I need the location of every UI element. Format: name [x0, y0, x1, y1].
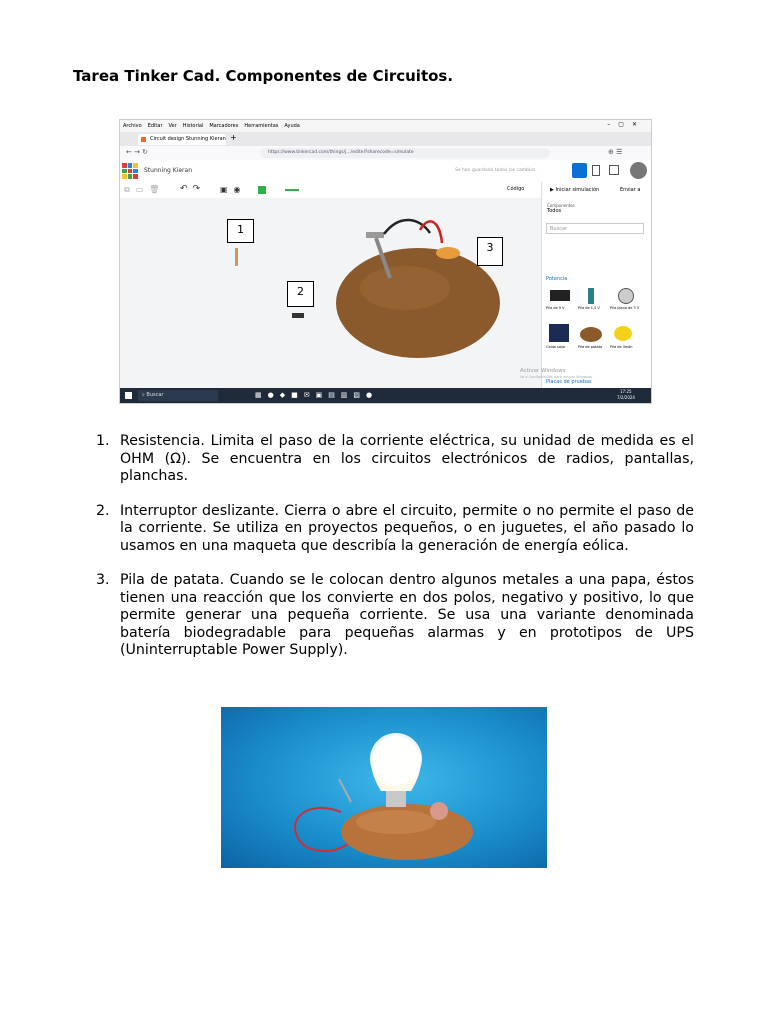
potato-icon — [580, 327, 602, 342]
new-tab-icon[interactable]: + — [230, 133, 237, 142]
schematic-view-icon[interactable] — [592, 165, 600, 176]
components-label: Componentes — [547, 203, 575, 208]
window-controls-icon[interactable]: –▢✕ — [607, 121, 645, 128]
avatar[interactable] — [630, 162, 647, 179]
menu-marcadores[interactable]: Marcadores — [209, 123, 239, 129]
breadboard-section-heading: Placas de pruebas — [546, 379, 592, 385]
battery-aa-icon — [588, 288, 594, 304]
note-icons[interactable]: ▣◉ — [220, 185, 247, 194]
component-label: Pila de patata — [578, 345, 603, 349]
callout-label-1: 1 — [227, 219, 254, 243]
potato-bulb-illustration — [221, 707, 547, 868]
tinkercad-favicon-icon — [141, 137, 146, 142]
list-number: 2. — [96, 502, 110, 519]
nav-arrows-icon[interactable]: ← → ↻ — [126, 148, 149, 156]
tab-title: Circuit design Stunning Kieran — [150, 136, 226, 142]
callout-label-3: 3 — [477, 237, 503, 266]
menu-ver[interactable]: Ver — [168, 123, 177, 129]
power-section-heading: Potencia — [546, 276, 568, 282]
component-label: Celda solar — [546, 345, 566, 349]
component-label: Pila plana de 3 V — [610, 306, 640, 310]
tinkercad-header — [120, 160, 651, 183]
browser-urlbar — [120, 146, 651, 160]
component-solar-cell[interactable] — [546, 322, 574, 352]
taskbar-date: 7/2/2024 — [617, 395, 635, 400]
component-lemon-battery[interactable] — [610, 322, 638, 352]
browser-tabbar — [120, 132, 651, 146]
component-search-input[interactable]: Buscar — [546, 223, 644, 234]
undo-redo-icons[interactable]: ↶↷ — [180, 184, 206, 194]
menu-editar[interactable]: Editar — [147, 123, 163, 129]
component-9v-battery[interactable] — [546, 286, 574, 312]
potato-battery-icon[interactable] — [330, 208, 510, 378]
start-simulation-label: Iniciar simulación — [555, 187, 600, 193]
component-label: Pila de 9 V — [546, 306, 565, 310]
menu-historial[interactable]: Historial — [182, 123, 204, 129]
taskbar-search-label: Buscar — [146, 392, 164, 398]
browser-toolbar-icons[interactable]: ⊕ ☰ — [608, 148, 623, 156]
start-simulation-button[interactable]: ▶ Iniciar simulación — [550, 187, 600, 193]
solar-cell-icon — [549, 324, 569, 342]
battery-9v-icon — [550, 290, 570, 301]
components-list — [96, 433, 694, 677]
taskbar-app-icons[interactable]: ▦●◆■✉▣▤▥▨● — [255, 391, 379, 399]
document-title: Tarea Tinker Cad. Componentes de Circuitos. — [73, 67, 454, 85]
menu-ayuda[interactable]: Ayuda — [284, 123, 300, 129]
edit-tools-icons[interactable]: ⧉▭🗑 — [124, 185, 166, 194]
menu-archivo[interactable]: Archivo — [123, 123, 142, 129]
resistor-icon[interactable] — [235, 248, 238, 266]
circuit-view-button[interactable] — [572, 163, 587, 178]
tinkercad-logo-icon — [122, 163, 138, 179]
windows-start-icon[interactable] — [125, 392, 132, 399]
saved-status: Se han guardado todos los cambios. — [455, 168, 537, 173]
windows-taskbar — [120, 388, 651, 403]
url-field[interactable]: https://www.tinkercad.com/things/j.../editel?sharecode=simulate — [260, 148, 550, 158]
list-item — [96, 503, 694, 556]
component-potato-battery[interactable] — [578, 322, 606, 352]
component-1-5v-battery[interactable] — [578, 286, 606, 312]
list-item — [96, 572, 694, 660]
browser-menubar — [120, 120, 651, 132]
browser-tab[interactable] — [138, 134, 226, 145]
list-text: Resistencia. Limita el paso de la corriente eléctrica, su unidad de medida es el OHM (Ω). Se encuentra en los circuitos electrónicos de radios, pantallas, planchas. — [120, 433, 694, 484]
send-to-button[interactable]: Enviar a — [620, 187, 641, 193]
list-text: Pila de patata. Cuando se le colocan dentro algunos metales a una papa, éstos tienen una reacción que los convierte en dos polos, negativo y positivo, lo que permite generar una pequeña corriente. Se usa una variante denominada batería biodegradable para pequeñas alarmas y en prototipos de UPS (Uninterruptable Power Supply). — [120, 572, 694, 658]
code-button[interactable]: Código — [507, 186, 525, 192]
component-label: Pila de limón — [610, 345, 633, 349]
wire-type-icon[interactable] — [285, 189, 299, 191]
taskbar-search[interactable]: ⌕ Buscar — [138, 390, 218, 401]
design-name[interactable]: Stunning Kieran — [144, 167, 192, 174]
editor-toolbar — [120, 182, 541, 198]
activate-windows-text: Activar Windows — [520, 368, 566, 374]
activate-windows-subtext: Ve a Configuración para activar Windows. — [520, 375, 594, 379]
callout-label-2: 2 — [287, 281, 314, 307]
taskbar-time: 17:25 — [620, 389, 632, 394]
color-picker-icon[interactable] — [258, 186, 266, 194]
component-label: Pila de 1,5 V — [578, 306, 600, 310]
slide-switch-icon[interactable] — [292, 313, 304, 318]
menu-herramientas[interactable]: Herramientas — [244, 123, 279, 129]
components-filter[interactable]: Todos — [547, 208, 562, 214]
lemon-icon — [614, 326, 632, 341]
list-view-icon[interactable] — [609, 165, 619, 175]
list-text: Interruptor deslizante. Cierra o abre el circuito, permite o no permite el paso de la corriente. Se utiliza en proyectos pequeños, o en juguetes, el año pasado lo usamos en una maqueta que describía la generación de energía eólica. — [120, 502, 694, 554]
components-panel — [507, 182, 652, 388]
coin-cell-icon — [618, 288, 634, 304]
component-coin-cell[interactable] — [610, 286, 640, 312]
list-number: 1. — [96, 433, 110, 449]
potato-bulb-photo — [221, 707, 547, 868]
list-number: 3. — [96, 572, 110, 588]
list-item — [96, 433, 694, 486]
tinkercad-screenshot — [119, 119, 652, 404]
